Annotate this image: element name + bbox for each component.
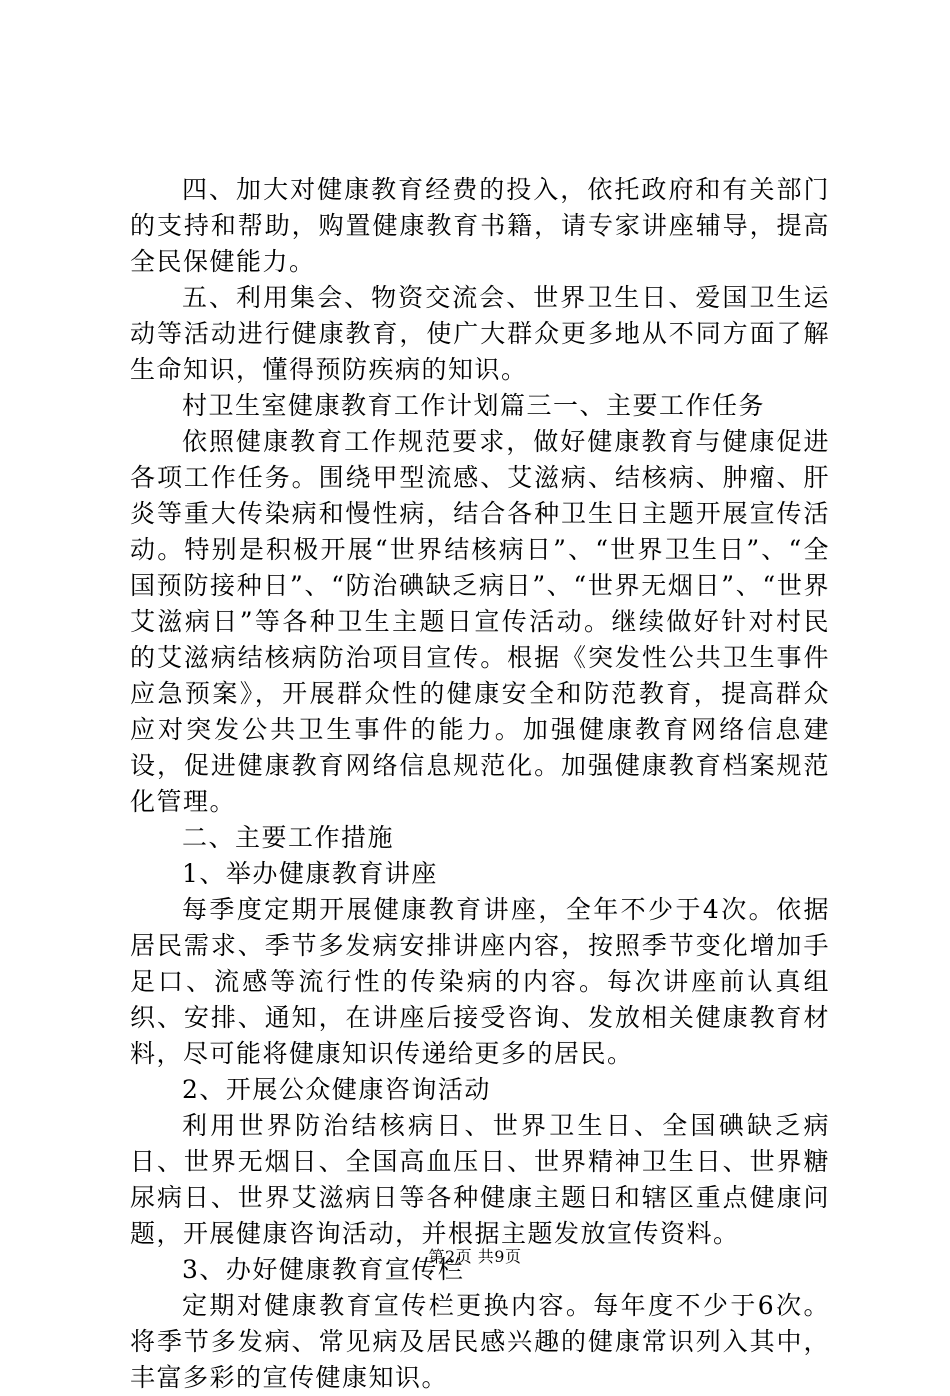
subheading-consultation: 2、开展公众健康咨询活动: [182, 1075, 491, 1104]
paragraph-lectures: 每季度定期开展健康教育讲座，全年不少于4次。依据居民需求、季节多发病安排讲座内容，按照季节变化增加手足口、流感等流行性的传染病的内容。每次讲座前认真组织、安排、通知，在讲座后接受咨询、发放相关健康教育材料，尽可能将健康知识传递给更多的居民。: [130, 895, 830, 1068]
section-heading-plan-3: 村卫生室健康教育工作计划篇三一、主要工作任务: [182, 391, 766, 420]
paragraph-bulletin-board: 定期对健康教育宣传栏更换内容。每年度不少于6次。将季节多发病、常见病及居民感兴趣的健康常识列入其中，丰富多彩的宣传健康知识。: [130, 1291, 830, 1392]
subheading-lectures: 1、举办健康教育讲座: [182, 859, 438, 888]
paragraph-consultation: 利用世界防治结核病日、世界卫生日、全国碘缺乏病日、世界无烟日、全国高血压日、世界精神卫生日、世界糖尿病日、世界艾滋病日等各种健康主题日和辖区重点健康问题，开展健康咨询活动，并根据主题发放宣传资料。: [130, 1111, 830, 1248]
paragraph-item-5: 五、利用集会、物资交流会、世界卫生日、爱国卫生运动等活动进行健康教育，使广大群众更多地从不同方面了解生命知识，懂得预防疾病的知识。: [130, 283, 830, 384]
page-number-footer: 第2页 共9页: [428, 1247, 522, 1266]
section-heading-measures: 二、主要工作措施: [182, 823, 395, 852]
document-body: [130, 172, 830, 1396]
paragraph-item-4: 四、加大对健康教育经费的投入，依托政府和有关部门的支持和帮助，购置健康教育书籍，请专家讲座辅导，提高全民保健能力。: [130, 175, 830, 276]
subheading-bulletin-board: 3、办好健康教育宣传栏: [182, 1255, 465, 1284]
paragraph-work-tasks: 依照健康教育工作规范要求，做好健康教育与健康促进各项工作任务。围绕甲型流感、艾滋病、结核病、肿瘤、肝炎等重大传染病和慢性病，结合各种卫生日主题开展宣传活动。特别是积极开展“世界结核病日”、“世界卫生日”、“全国预防接种日”、“防治碘缺乏病日”、“世界无烟日”、“世界艾滋病日”等各种卫生主题日宣传活动。继续做好针对村民的艾滋病结核病防治项目宣传。根据《突发性公共卫生事件应急预案》，开展群众性的健康安全和防范教育，提高群众应对突发公共卫生事件的能力。加强健康教育网络信息建设，促进健康教育网络信息规范化。加强健康教育档案规范化管理。: [130, 427, 830, 816]
